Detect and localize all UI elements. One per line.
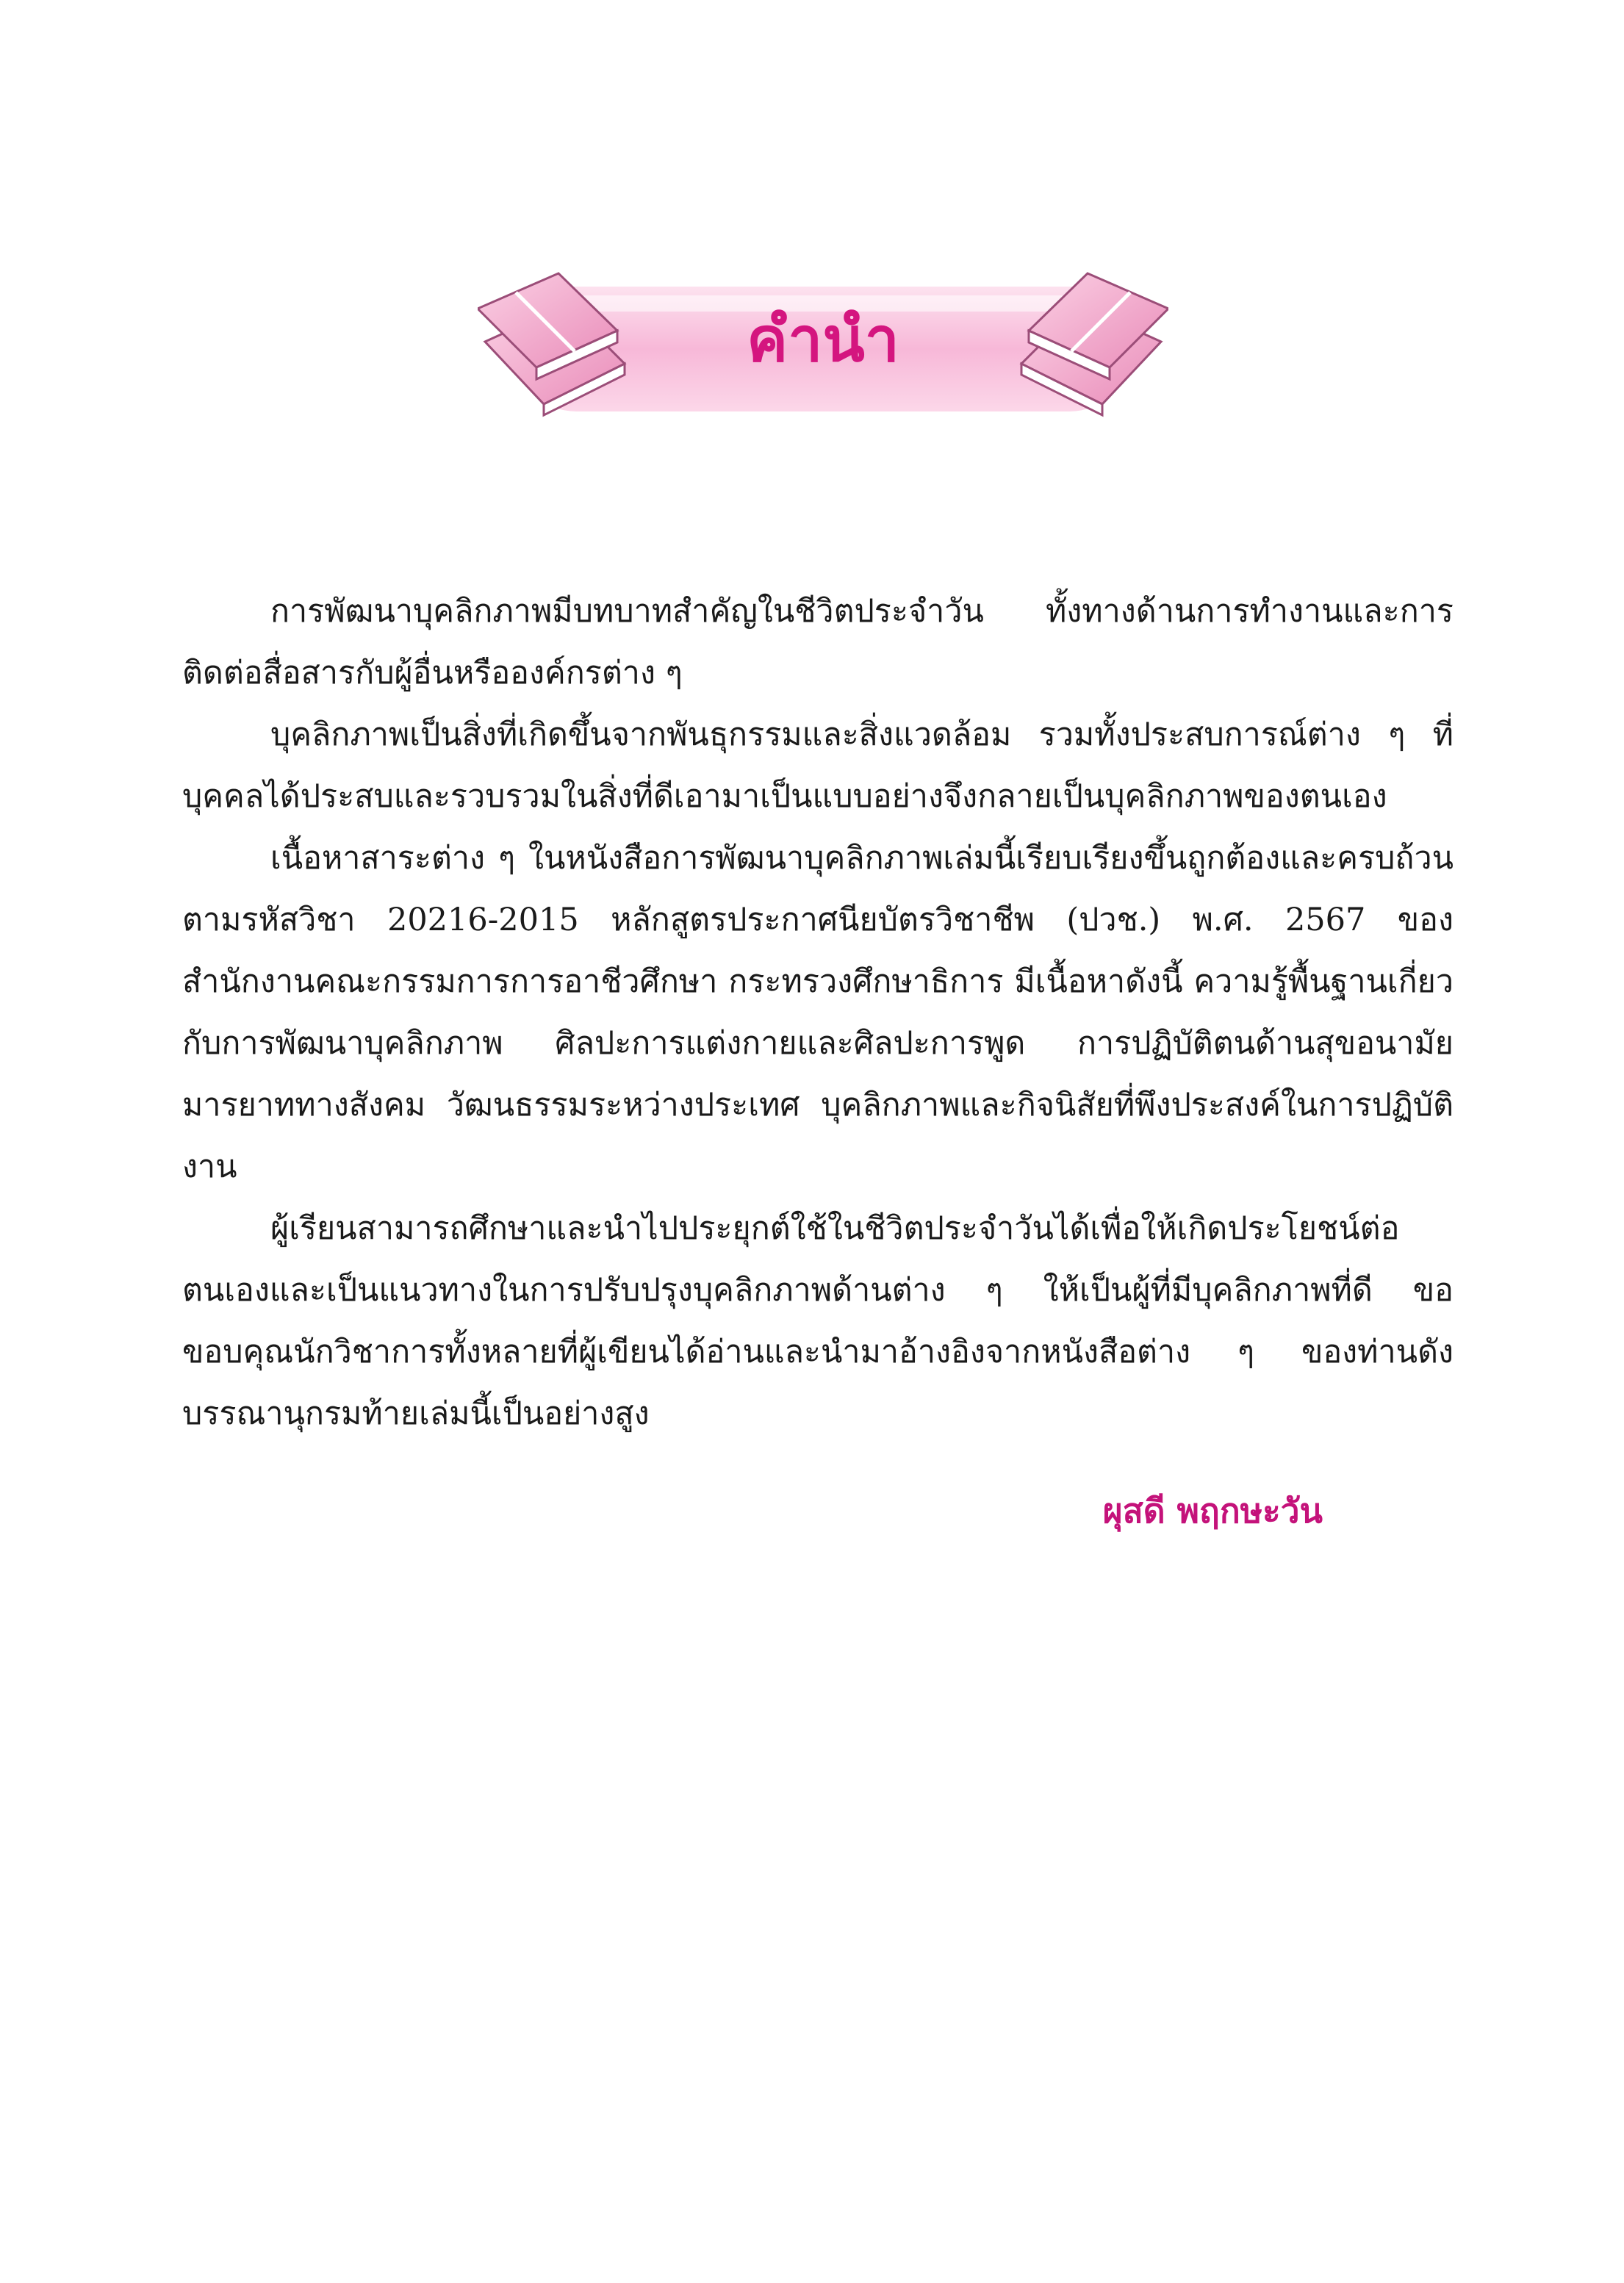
paragraph: เนื้อหาสาระต่าง ๆ ในหนังสือการพัฒนาบุคลิกภาพเล่มนี้เรียบเรียงขึ้นถูกต้องและครบถ้วนตามรหัสวิชา 20216-2015 หลักสูตรประกาศนียบัตรวิชาชีพ (ปวช.) พ.ศ. 2567 ของสำนักงานคณะกรรมการการอาชีวศึกษา กระทรวงศึกษาธิการ มีเนื้อหาดังนี้ ความรู้พื้นฐานเกี่ยวกับการพัฒนาบุคลิกภาพ ศิลปะการแต่งกายและศิลปะการพูด การปฏิบัติตนด้านสุขอนามัย มารยาททางสังคม วัฒนธรรมระหว่างประเทศ บุคลิกภาพและกิจนิสัยที่พึงประสงค์ในการปฏิบัติงาน bbox=[182, 840, 1454, 1185]
author-signature: ผุสดี พฤกษะวัน bbox=[1102, 1491, 1323, 1531]
paragraph: การพัฒนาบุคลิกภาพมีบทบาทสำคัญในชีวิตประจำวัน ทั้งทางด้านการทำงานและการติดต่อสื่อสารกับผู้อื่นหรือองค์กรต่าง ๆ bbox=[182, 593, 1454, 691]
paragraph: บุคลิกภาพเป็นสิ่งที่เกิดขึ้นจากพันธุกรรมและสิ่งแวดล้อม รวมทั้งประสบการณ์ต่าง ๆ ที่บุคคลได้ประสบและรวบรวมในสิ่งที่ดีเอามาเป็นแบบอย่างจึงกลายเป็นบุคลิกภาพของตนเอง bbox=[182, 716, 1454, 815]
page-title: คำนำ bbox=[747, 303, 899, 375]
paragraph: ผู้เรียนสามารถศึกษาและนำไปประยุกต์ใช้ในชีวิตประจำวันได้เพื่อให้เกิดประโยชน์ต่อตนเองและเป็นแนวทางในการปรับปรุงบุคลิกภาพด้านต่าง ๆ ให้เป็นผู้ที่มีบุคลิกภาพที่ดี ขอขอบคุณนักวิชาการทั้งหลายที่ผู้เขียนได้อ่านและนำมาอ้างอิงจากหนังสือต่าง ๆ ของท่านดังบรรณานุกรมท้ายเล่มนี้เป็นอย่างสูง bbox=[182, 1210, 1454, 1432]
title-banner bbox=[478, 265, 1168, 441]
preface-body bbox=[182, 580, 1454, 1445]
